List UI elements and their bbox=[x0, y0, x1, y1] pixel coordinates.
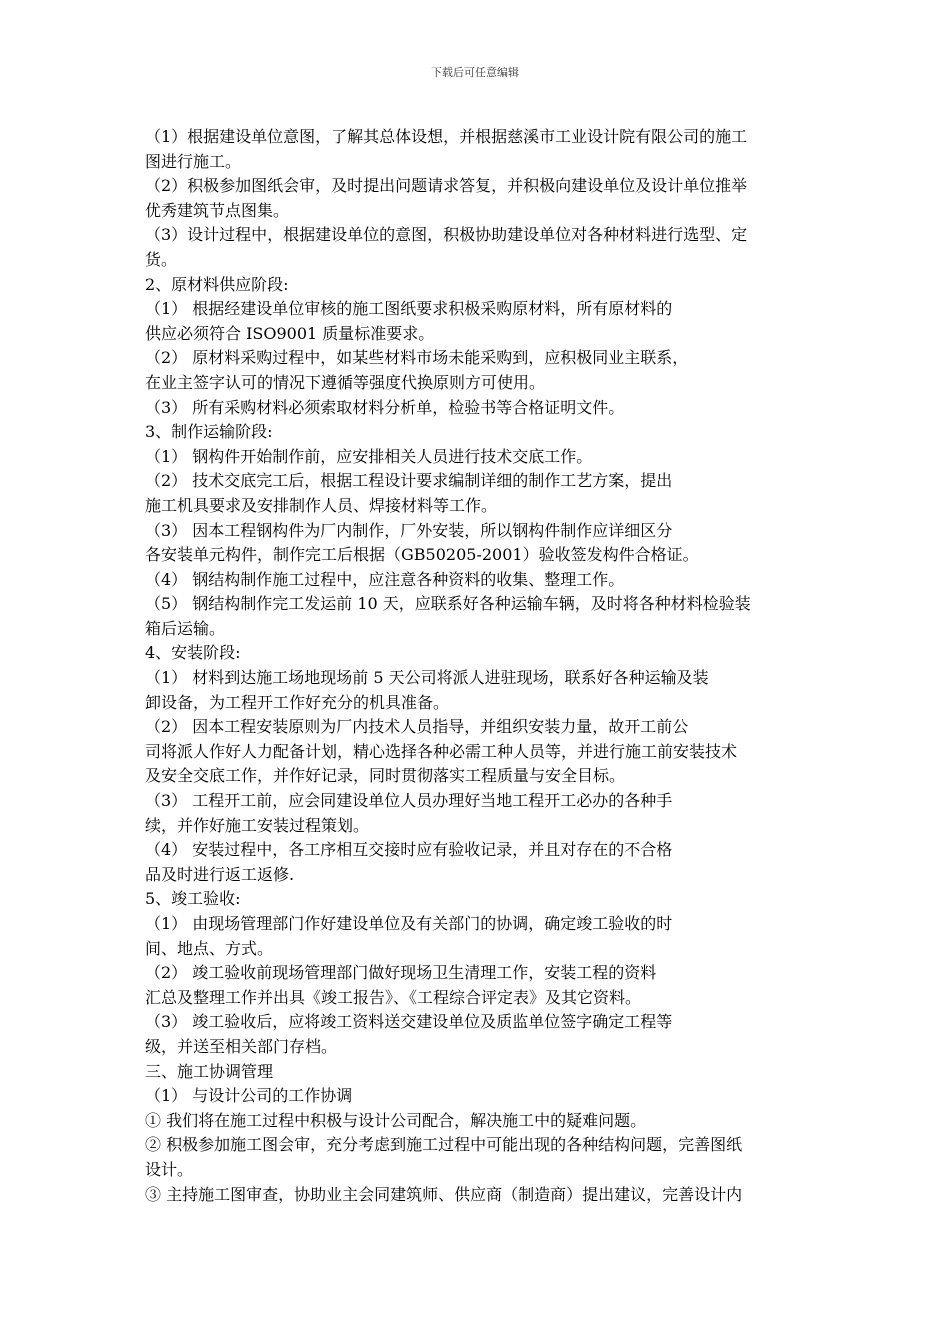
text-line: （4） 安装过程中，各工序相互交接时应有验收记录，并且对存在的不合格 bbox=[145, 840, 673, 860]
section-heading: 4、安装阶段: bbox=[145, 643, 241, 663]
text-line: （1） 由现场管理部门作好建设单位及有关部门的协调，确定竣工验收的时 bbox=[145, 914, 673, 933]
text-line: （3） 竣工验收后，应将竣工资料送交建设单位及质监单位签字确定工程等 bbox=[145, 1012, 673, 1032]
text-line: 品及时进行返工返修. bbox=[145, 864, 295, 884]
text-line: （4） 钢结构制作施工过程中，应注意各种资料的收集、整理工作。 bbox=[145, 569, 625, 589]
text-line: 供应必须符合 ISO9001 质量标准要求。 bbox=[145, 323, 435, 343]
section-heading: 3、制作运输阶段: bbox=[145, 422, 273, 442]
text-line: 施工机具要求及安排制作人员、焊接材料等工作。 bbox=[145, 495, 498, 515]
section-heading: 5、竣工验收: bbox=[145, 889, 241, 909]
text-line: 汇总及整理工作并出具《竣工报告》、《工程综合评定表》及其它资料。 bbox=[145, 987, 642, 1007]
text-line: （3） 因本工程钢构件为厂内制作，厂外安装，所以钢构件制作应详细区分 bbox=[145, 520, 673, 540]
text-line: （2） 技术交底完工后，根据工程设计要求编制详细的制作工艺方案，提出 bbox=[145, 471, 673, 491]
text-line: （1） 根据经建设单位审核的施工图纸要求积极采购原材料，所有原材料的 bbox=[145, 299, 673, 319]
text-line: 图进行施工。 bbox=[145, 151, 242, 171]
page-header: 下载后可任意编辑 bbox=[431, 66, 519, 79]
text-line: 优秀建筑节点图集。 bbox=[145, 200, 290, 220]
text-line: 各安装单元构件，制作完工后根据（GB50205-2001）验收签发构件合格证。 bbox=[145, 545, 699, 565]
text-line: （1） 材料到达施工场地现场前 5 天公司将派人进驻现场，联系好各种运输及装 bbox=[145, 668, 709, 688]
text-line: 货。 bbox=[145, 249, 178, 269]
text-line: （3）设计过程中，根据建设单位的意图，积极协助建设单位对各种材料进行选型、定 bbox=[145, 225, 748, 245]
text-line: ③ 主持施工图审查，协助业主会同建筑师、供应商（制造商）提出建议，完善设计内 bbox=[145, 1184, 743, 1204]
text-line: 级，并送至相关部门存档。 bbox=[145, 1036, 338, 1056]
text-line: （2）积极参加图纸会审，及时提出问题请求答复，并积极向建设单位及设计单位推举 bbox=[145, 176, 748, 196]
section-heading: 2、原材料供应阶段: bbox=[145, 274, 289, 294]
text-line: 间、地点、方式。 bbox=[145, 938, 274, 958]
text-line: （1） 钢构件开始制作前，应安排相关人员进行技术交底工作。 bbox=[145, 446, 593, 466]
text-line: 在业主签字认可的情况下遵循等强度代换原则方可使用。 bbox=[145, 372, 546, 392]
document-body bbox=[145, 125, 863, 1207]
text-line: （5） 钢结构制作完工发运前 10 天，应联系好各种运输车辆，及时将各种材料检验装 bbox=[145, 594, 751, 614]
text-line: 设计。 bbox=[145, 1159, 194, 1179]
text-line: （2） 因本工程安装原则为厂内技术人员指导，并组织安装力量，故开工前公 bbox=[145, 717, 689, 737]
section-heading: 三、施工协调管理 bbox=[145, 1061, 274, 1081]
text-line: 卸设备，为工程开工作好充分的机具准备。 bbox=[145, 692, 450, 712]
text-line: （2） 竣工验收前现场管理部门做好现场卫生清理工作，安装工程的资料 bbox=[145, 963, 657, 983]
text-line: （2） 原材料采购过程中，如某些材料市场未能采购到，应积极同业主联系， bbox=[145, 348, 689, 368]
text-line: ① 我们将在施工过程中积极与设计公司配合，解决施工中的疑难问题。 bbox=[145, 1110, 647, 1130]
text-line: ② 积极参加施工图会审，充分考虑到施工过程中可能出现的各种结构问题，完善图纸 bbox=[145, 1135, 743, 1155]
text-line: （3） 工程开工前，应会同建设单位人员办理好当地工程开工必办的各种手 bbox=[145, 791, 673, 811]
text-line: 箱后运输。 bbox=[145, 618, 226, 638]
text-line: 续，并作好施工安装过程策划。 bbox=[145, 815, 370, 835]
text-line: （3） 所有采购材料必须索取材料分析单，检验书等合格证明文件。 bbox=[145, 397, 625, 417]
text-line: （1）根据建设单位意图，了解其总体设想，并根据慈溪市工业设计院有限公司的施工 bbox=[145, 127, 748, 146]
text-line: 及安全交底工作，并作好记录，同时贯彻落实工程质量与安全目标。 bbox=[145, 766, 626, 786]
text-line: 司将派人作好人力配备计划，精心选择各种必需工种人员等，并进行施工前安装技术 bbox=[145, 741, 738, 761]
text-line: （1） 与设计公司的工作协调 bbox=[145, 1086, 353, 1106]
